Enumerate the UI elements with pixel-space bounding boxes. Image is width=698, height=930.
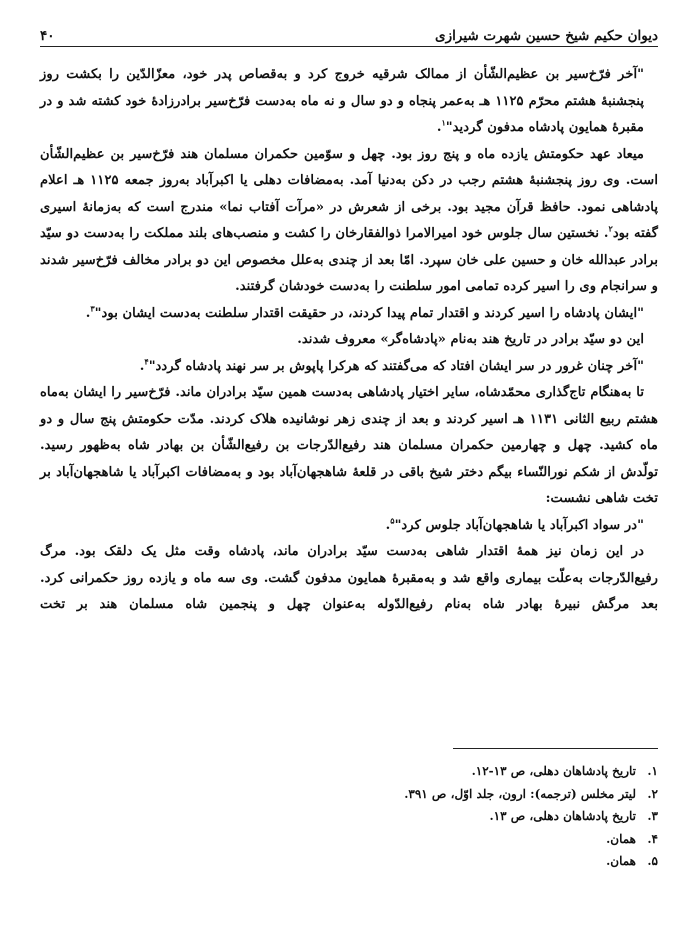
footnote-5: ۵. همان. (606, 854, 658, 868)
footnote-3: ۳. تاریخ پادشاهان دهلی، ص ۱۳. (489, 809, 658, 823)
page-number: ۴۰ (40, 28, 55, 44)
running-title: دیوان حکیم شیخ حسین شهرت شیرازی (435, 28, 658, 44)
paragraph-quote-5: "آخر چنان غرور در سر ایشان افتاد که می‌گفتند که هرکرا پاپوش بر سر نهند پادشاه گردد"$^۴$. (139, 356, 644, 374)
footnote-1: ۱. تاریخ پادشاهان دهلی، ص ۱۳-۱۲. (471, 764, 658, 778)
body-text (40, 62, 658, 619)
paragraph-quote-3: "ایشان پادشاه را اسیر کردند و اقتدار تمام پیدا کردند، در حقیقت اقتدار سلطنت به‌دست ایشان بود"$^۳$. (85, 303, 644, 321)
footnote-divider (453, 748, 658, 749)
header-divider (40, 46, 658, 47)
paragraph-2: میعاد عهد حکومتش یازده ماه و پنج روز بود. چهل و سوّمین حکمران مسلمان هند فرّخ‌سیر بن عظیم‌الشّأن است. وی روز پنجشنبهٔ هشتم رجب در دکن به‌دنیا آمد. به‌مضافات دهلی یا اکبرآباد به‌روز جمعه ۱۱۲۵ هـ اعلام پادشاهی نمود. حافظ قرآن مجید بود. برخی از شعرش در «مرآت آفتاب نما» مندرج است که به‌زمانهٔ اسیری گفته بود$^۲$. نخستین سال جلوس خود امیرالامرا ذوالفقارخان را کشت و منصب‌های بلند مملکت را به‌دست دو سیّد برادر عبدالله خان و حسین علی خان سپرد. امّا بعد از چندی به‌علل مخصوص این دو برادر مخالف فرّخ‌سیر شدند و سرانجام وی را اسیر کرده تمامی امور سلطنت را به‌دست خودشان گرفتند. (40, 146, 658, 294)
paragraph-4: این دو سیّد برادر در تاریخ هند به‌نام «پادشاه‌گر» معروف شدند. (297, 332, 644, 347)
footnote-2: ۲. لیتر مخلس (ترجمه): ارون، جلد اوّل، ص ۳۹۱. (404, 786, 658, 801)
page-header (40, 18, 658, 44)
paragraph-8: در این زمان نیز همهٔ اقتدار شاهی به‌دست سیّد برادران ماند، پادشاه وقت مثل یک دلقک بود. مرگ رفیع‌الدّرجات به‌علّت بیماری واقع شد و به‌مقبرهٔ همایون مدفون گشت. وی سه ماه و یازده روز حکمرانی کرد. بعد مرگش نبیرهٔ بهادر شاه به‌نام رفیع‌الدّوله به‌عنوان چهل و پنجمین شاه مسلمان هند بر تخت (40, 544, 658, 612)
footnote-4: ۴. همان. (606, 831, 658, 846)
paragraph-6: تا به‌هنگام تاج‌گذاری محمّدشاه، سایر اختیار پادشاهی به‌دست همین سیّد برادران ماند. فرّخ‌سیر را ایشان به‌ماه هشتم ربیع الثانی ۱۱۳۱ هـ اسیر کردند و بعد از چندی زهر نوشانیده هلاک کردند. مدّت حکومتش پنج سال و دو ماه کشید. چهل و چهارمین حکمران مسلمان هند رفیع‌الدّرجات بن رفیع‌الشّأن بن بهادر شاه به‌ظهور رسید. تولّدش از شکم نورالنّساء بیگم دختر شیخ باقی در قلعهٔ شاهجهان‌آباد بود و به‌مضافات اکبرآباد یا شاهجهان‌آباد بر تخت شاهی نشست: (40, 385, 658, 506)
footnotes (404, 760, 658, 873)
paragraph-quote-1: "آخر فرّخ‌سیر بن عظیم‌الشّأن از ممالک شرقیه خروج کرد و به‌قصاص پدر خود، معزّالدّین را بکشت روز پنجشنبهٔ هشتم محرّم ۱۱۲۵ هـ به‌عمر پنجاه و دو سال و نه ماه به‌دست فرّخ‌سیر برادرزادهٔ خود کشته شد و در مقبرهٔ همایون پادشاه مدفون گردید"$^۱$. (40, 67, 644, 135)
paragraph-quote-7: "در سواد اکبرآباد یا شاهجهان‌آباد جلوس کرد"$^۵$. (385, 515, 644, 533)
